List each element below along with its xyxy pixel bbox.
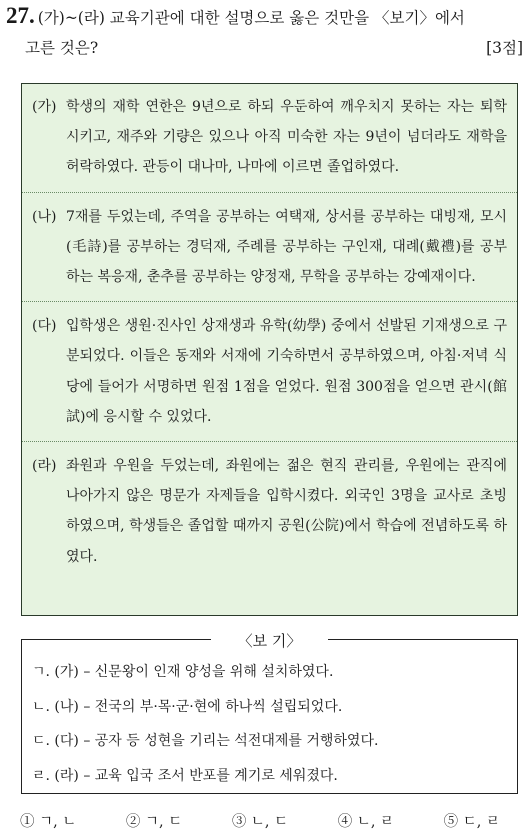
divider (22, 301, 517, 302)
bogi-item: ㄱ. (가) – 신문왕이 인재 양성을 위해 설치하였다. (32, 664, 334, 680)
passage-text: 학생의 재학 연한은 9년으로 하되 우둔하여 깨우치지 못하는 자는 퇴학시키고, 재주와 기량은 있으나 아직 미숙한 자는 9년이 넘더라도 재학을 허락하였다. 관등이 대나마, 나마에 이르면 졸업하였다. (66, 99, 507, 176)
passage-text: 입학생은 생원·진사인 상재생과 유학(幼學) 중에서 선발된 기재생으로 구분되었다. 이들은 동재와 서재에 기숙하면서 공부하였으며, 아침·저녁 식당에 들어가 서명하면 원점 1점을 얻었다. 원점 300점을 얻으면 관시(館試)에 응시할 수 있었다. (66, 318, 507, 425)
divider (22, 192, 517, 193)
passage-label: (가) (32, 99, 57, 115)
choice-1[interactable]: ① ㄱ, ㄴ (20, 814, 77, 830)
choice-2[interactable]: ② ㄱ, ㄷ (125, 814, 183, 830)
passage-text: 7재를 두었는데, 주역을 공부하는 여택재, 상서를 공부하는 대빙재, 모시(毛詩)를 공부하는 경덕재, 주례를 공부하는 구인재, 대례(戴禮)를 공부하는 복응재, 춘추를 공부하는 양정재, 무학을 공부하는 강예재이다. (66, 208, 507, 286)
passage-ra (32, 451, 507, 572)
passage-da (32, 311, 507, 432)
passage-text: 좌원과 우원을 두었는데, 좌원에는 젊은 현직 관리를, 우원에는 관직에 나아가지 않은 명문가 자제들을 입학시켰다. 외국인 3명을 교사로 초빙하였으며, 학생들은 졸업할 때까지 공원(公院)에서 학습에 전념하도록 하였다. (66, 458, 507, 565)
bogi-item: ㄹ. (라) – 교육 입국 조서 반포를 계기로 세워졌다. (32, 767, 338, 784)
question-stem-line2: 고른 것은? (25, 39, 99, 57)
passage-label: (다) (32, 318, 57, 335)
choice-4[interactable]: ④ ㄴ, ㄹ (337, 814, 395, 830)
bogi-item: ㄴ. (나) – 전국의 부·목·군·현에 하나씩 설립되었다. (32, 698, 343, 715)
choice-5[interactable]: ⑤ ㄷ, ㄹ (443, 814, 500, 830)
question-stem-line2-row (25, 36, 523, 58)
passage-label: (나) (32, 208, 57, 225)
question-number: 27. (6, 3, 35, 28)
bogi-box (21, 639, 518, 794)
divider (22, 441, 517, 442)
answer-choices (20, 810, 500, 831)
passage-na (32, 202, 507, 293)
bogi-header (21, 630, 518, 650)
question-stem (6, 2, 524, 32)
passage-box (21, 83, 518, 616)
bogi-title: 〈보 기〉 (232, 632, 308, 650)
bogi-item: ㄷ. (다) – 공자 등 성현을 기리는 석전대제를 거행하였다. (32, 733, 379, 749)
choice-3[interactable]: ③ ㄴ, ㄷ (231, 814, 289, 830)
passage-label: (라) (32, 458, 57, 475)
passage-ga (32, 92, 507, 183)
question-stem-line1: (가)~(라) 교육기관에 대한 설명으로 옳은 것만을 〈보기〉에서 (37, 9, 465, 27)
question-points: [3점] (486, 39, 523, 57)
